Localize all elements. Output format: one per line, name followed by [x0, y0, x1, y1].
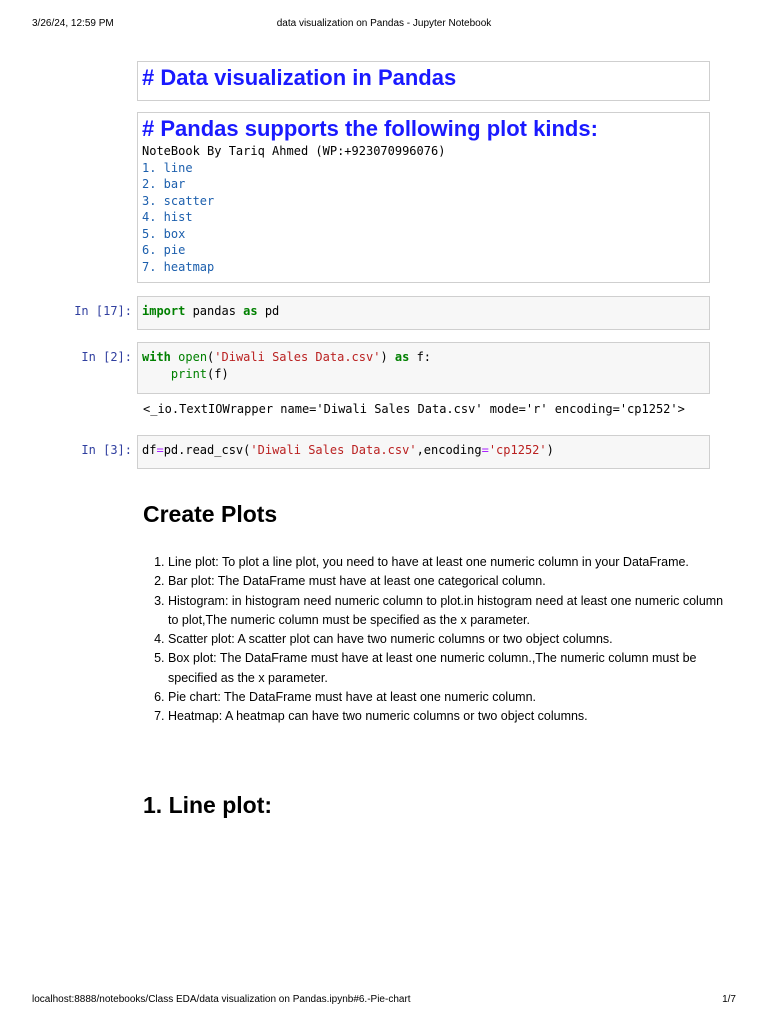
operator: =: [481, 443, 489, 457]
plot-kinds-heading: # Pandas supports the following plot kinds:: [142, 116, 598, 141]
list-item: 7. Heatmap: A heatmap can have two numeric columns or two object columns.: [168, 707, 728, 726]
builtin-function: open: [178, 350, 208, 364]
code-input[interactable]: [138, 436, 709, 468]
keyword: import: [142, 304, 186, 318]
string-literal: 'cp1252': [488, 443, 547, 457]
markdown-cell-title[interactable]: [137, 61, 710, 101]
notebook-byline: NoteBook By Tariq Ahmed (WP:+923070996076): [142, 144, 446, 158]
code-text: pd.read_csv(: [163, 443, 251, 457]
plot-kind-item: 2. bar: [142, 177, 186, 191]
print-url: localhost:8888/notebooks/Class EDA/data visualization on Pandas.ipynb#6.-Pie-chart: [32, 994, 411, 1005]
code-text: ): [546, 443, 554, 457]
notebook-title-heading: # Data visualization in Pandas: [142, 65, 457, 90]
code-cell-import[interactable]: [137, 296, 710, 330]
code-text: pd: [257, 304, 280, 318]
code-input[interactable]: [138, 343, 709, 393]
code-text: f:: [409, 350, 432, 364]
code-text: pandas: [185, 304, 244, 318]
cell-prompt: In [2]:: [81, 350, 132, 364]
code-text: (: [207, 350, 215, 364]
builtin-function: print: [170, 366, 208, 381]
keyword: as: [243, 304, 258, 318]
code-text: (f): [207, 366, 229, 381]
print-page-number: 1/7: [722, 994, 736, 1005]
string-literal: 'Diwali Sales Data.csv': [250, 443, 417, 457]
list-item: 5. Box plot: The DataFrame must have at least one numeric column.,The numeric column must be specified as the x parameter.: [168, 649, 728, 688]
code-text: ): [380, 350, 395, 364]
list-item: 2. Bar plot: The DataFrame must have at least one categorical column.: [168, 572, 728, 591]
line-plot-heading: 1. Line plot:: [143, 792, 273, 818]
create-plots-heading: Create Plots: [143, 501, 278, 527]
plot-kind-item: 5. box: [142, 226, 186, 241]
cell-output: <_io.TextIOWrapper name='Diwali Sales Data.csv' mode='r' encoding='cp1252'>: [143, 402, 685, 416]
plot-kind-item: 1. line: [142, 160, 193, 175]
list-item: 6. Pie chart: The DataFrame must have at least one numeric column.: [168, 688, 728, 707]
plot-kind-item: 6. pie: [142, 243, 186, 257]
print-timestamp: 3/26/24, 12:59 PM: [32, 18, 114, 29]
plot-kind-item: 7. heatmap: [142, 259, 215, 274]
code-text: df: [142, 443, 157, 457]
cell-prompt: In [17]:: [74, 304, 132, 318]
code-cell-open-file[interactable]: [137, 342, 710, 394]
code-text: ,encoding: [416, 443, 482, 457]
markdown-cell-plot-kinds[interactable]: [137, 112, 710, 283]
code-input[interactable]: [138, 297, 709, 329]
code-indent: [142, 367, 171, 381]
code-cell-read-csv[interactable]: [137, 435, 710, 469]
keyword: as: [394, 350, 410, 364]
operator: =: [156, 443, 164, 457]
plot-kind-item: 4. hist: [142, 210, 193, 224]
create-plots-list: [147, 553, 728, 727]
string-literal: 'Diwali Sales Data.csv': [214, 350, 381, 364]
keyword: with: [142, 350, 171, 364]
list-item: 1. Line plot: To plot a line plot, you need to have at least one numeric column in your DataFrame.: [168, 553, 728, 572]
cell-prompt: In [3]:: [81, 443, 132, 457]
print-page-title: data visualization on Pandas - Jupyter Notebook: [276, 18, 492, 29]
list-item: 4. Scatter plot: A scatter plot can have two numeric columns or two object columns.: [168, 630, 728, 649]
plot-kind-item: 3. scatter: [142, 193, 215, 208]
list-item: 3. Histogram: in histogram need numeric column to plot.in histogram need at least one numeric column to plot,The numeric column must be specified as the x parameter.: [168, 592, 728, 631]
